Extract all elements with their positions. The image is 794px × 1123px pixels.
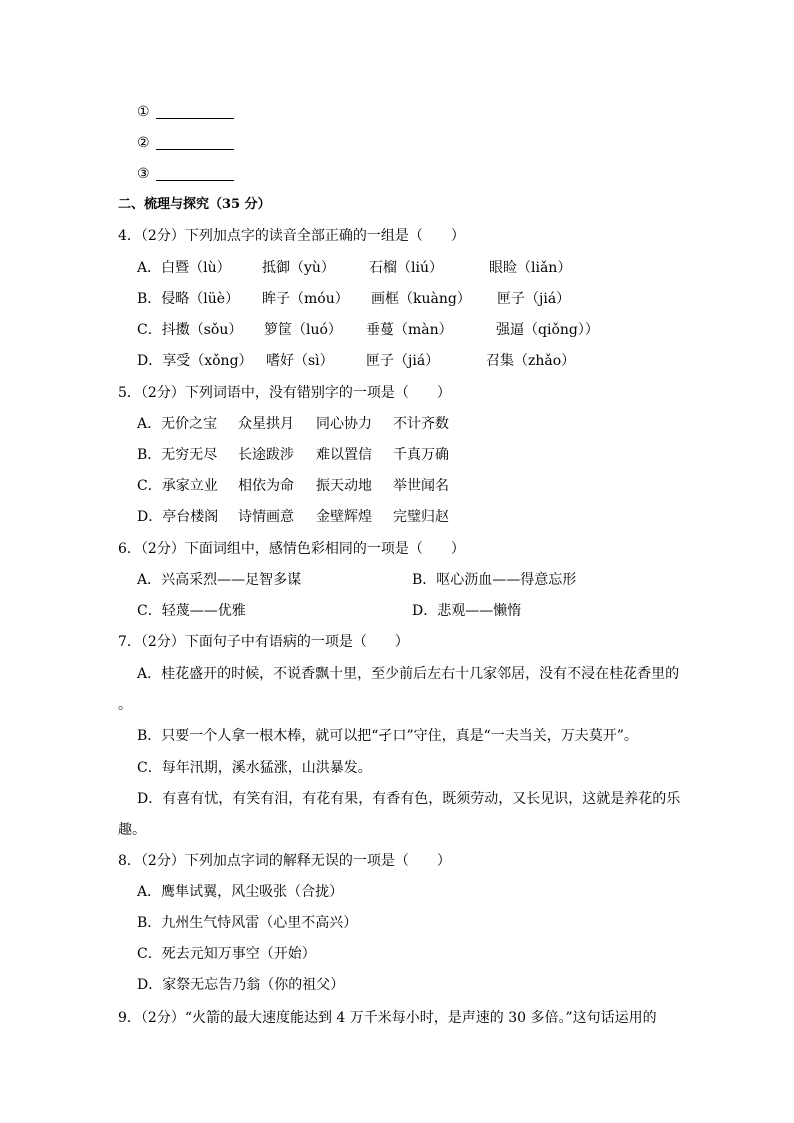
question-4-stem: 4．（2分）下列加点字的读音全部正确的一组是（ ） xyxy=(118,228,465,244)
blank-label-2: ② xyxy=(137,135,150,151)
q6-d: D．悲观——懒惰 xyxy=(412,603,522,619)
q4-c-4: 强逼（qiǒng）） xyxy=(496,322,599,338)
q5-c-2: 相依为命 xyxy=(238,478,294,494)
q4-d-2: 嗜好（sì） xyxy=(266,353,334,369)
q5-d-2: 诗情画意 xyxy=(238,509,294,525)
q4-a-1: A．白暨（lù） xyxy=(137,260,231,276)
answer-blank-1[interactable] xyxy=(156,118,234,119)
q4-c-1: C．抖擞（sǒu） xyxy=(137,322,243,338)
q7-d-line-1: D．有喜有忧，有笑有泪，有花有果，有香有色，既须劳动，又长见识，这就是养花的乐 xyxy=(137,791,681,807)
blank-label-1: ① xyxy=(137,104,150,120)
q7-a-line-1: A．桂花盛开的时候，不说香飘十里，至少前后左右十几家邻居，没有不浸在桂花香里的 xyxy=(137,666,680,682)
q5-c-1: C．承家立业 xyxy=(137,478,218,494)
q4-d-4: 召集（zhǎo） xyxy=(486,353,576,369)
q5-c-3: 振天动地 xyxy=(316,478,372,494)
question-5-stem: 5．（2分）下列词语中，没有错别字的一项是（ ） xyxy=(118,385,451,401)
q4-a-3: 石榴（liú） xyxy=(369,260,443,276)
q7-c: C．每年汛期，溪水猛涨，山洪暴发。 xyxy=(137,760,372,776)
q5-b-1: B．无穷无尽 xyxy=(137,447,218,463)
q4-d-3: 匣子（jiá） xyxy=(366,353,440,369)
q5-a-4: 不计齐数 xyxy=(393,416,449,432)
q5-d-3: 金壁辉煌 xyxy=(316,509,372,525)
q7-d-line-2: 趣。 xyxy=(118,822,146,838)
question-8-stem: 8．（2分）下列加点字词的解释无误的一项是（ ） xyxy=(118,853,451,869)
q8-c: C．死去元知万事空（开始） xyxy=(137,946,316,962)
section-heading: 二、梳理与探究（35 分） xyxy=(118,197,271,212)
q4-b-3: 画框（kuàng） xyxy=(371,291,471,307)
question-6-stem: 6．（2分）下面词组中，感情色彩相同的一项是（ ） xyxy=(118,541,465,557)
q8-a: A．鹰隼试翼，风尘吸张（合拢） xyxy=(137,884,344,900)
answer-blank-2[interactable] xyxy=(156,149,234,150)
q5-a-1: A．无价之宝 xyxy=(137,416,218,432)
q5-b-2: 长途跋涉 xyxy=(238,447,294,463)
q4-d-1: D．享受（xǒng） xyxy=(137,353,253,369)
q6-c: C．轻蔑——优雅 xyxy=(137,603,246,619)
q5-d-4: 完璧归赵 xyxy=(393,509,449,525)
q8-b: B．九州生气恃风雷（心里不高兴） xyxy=(137,915,358,931)
q4-c-2: 箩筐（luó） xyxy=(264,322,342,338)
answer-blank-3[interactable] xyxy=(156,180,234,181)
q6-b: B．呕心沥血——得意忘形 xyxy=(412,572,577,588)
q4-b-1: B．侵略（lüè） xyxy=(137,291,240,307)
q4-a-2: 抵御（yù） xyxy=(262,260,335,276)
question-7-stem: 7．（2分）下面句子中有语病的一项是（ ） xyxy=(118,634,409,650)
q5-b-3: 难以置信 xyxy=(316,447,372,463)
q5-b-4: 千真万确 xyxy=(393,447,449,463)
q8-d: D．家祭无忘告乃翁（你的祖父） xyxy=(137,977,345,993)
q7-a-line-2: 。 xyxy=(118,697,132,713)
q5-a-2: 众星拱月 xyxy=(238,416,294,432)
q5-a-3: 同心协力 xyxy=(316,416,372,432)
q5-d-1: D．亭台楼阁 xyxy=(137,509,219,525)
question-9-stem: 9．（2分）“火箭的最大速度能达到 4 万千米每小时，是声速的 30 多倍。”这句话运用的 xyxy=(118,1010,657,1026)
q6-a: A．兴高采烈——足智多谋 xyxy=(137,572,302,588)
q4-a-4: 眼睑（liǎn） xyxy=(489,260,572,276)
q4-b-4: 匣子（jiá） xyxy=(497,291,571,307)
q4-c-3: 垂蔓（màn） xyxy=(366,322,453,338)
q5-c-4: 举世闻名 xyxy=(393,478,449,494)
blank-label-3: ③ xyxy=(137,166,150,182)
q7-b: B．只要一个人拿一根木棒，就可以把“孑口”守住，真是“一夫当关，万夫莫开”。 xyxy=(137,728,638,744)
q4-b-2: 眸子（móu） xyxy=(262,291,349,307)
